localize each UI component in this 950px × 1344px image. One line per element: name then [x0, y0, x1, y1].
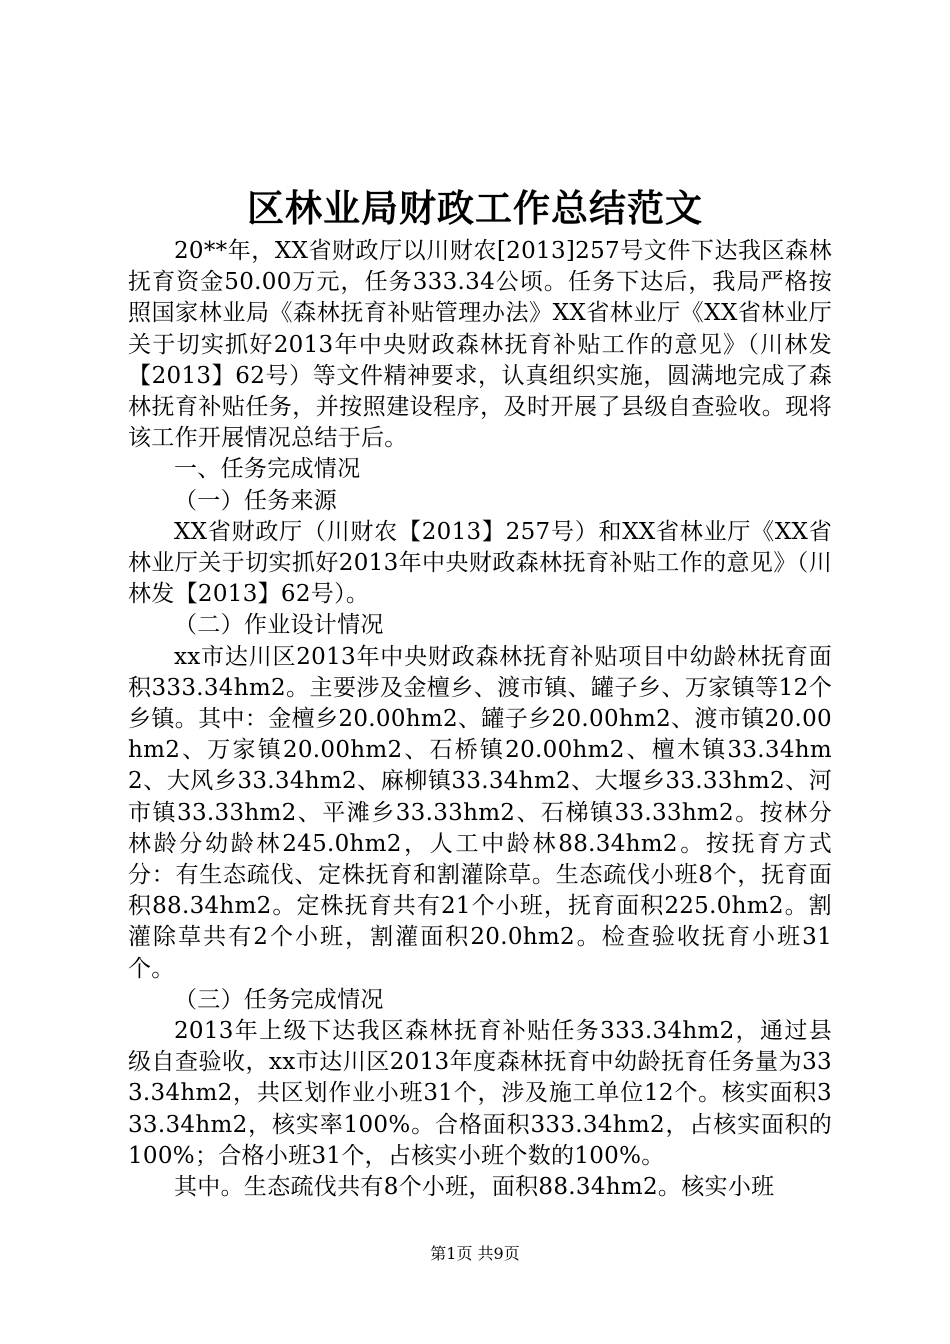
heading-subsection-1: （一）任务来源 [174, 487, 338, 514]
paragraph-completion: 2013年上级下达我区森林抚育补贴任务333.34hm2，通过县级自查验收，xx市达川区2013年度森林抚育中幼龄抚育任务量为333.34hm2，共区划作业小班31个，涉及施工单位12个。核实面积333.34hm2，核实率100%。合格面积333.34hm2，占核实面积的100%；合格小班31个，占核实小班个数的100%。 [128, 1018, 832, 1169]
heading-subsection-3: （三）任务完成情况 [174, 986, 384, 1013]
document-title: 区林业局财政工作总结范文 [247, 186, 703, 230]
paragraph-task-source: XX省财政厅（川财农【2013】257号）和XX省林业厅《XX省林业厅关于切实抓好2013年中央财政森林抚育补贴工作的意见》（川林发【2013】62号）。 [128, 518, 832, 608]
document-body [128, 236, 832, 1203]
heading-section-1: 一、任务完成情况 [174, 456, 361, 483]
page-footer: 第1页 共9页 [430, 1244, 520, 1263]
paragraph-intro: 20**年，XX省财政厅以川财农[2013]257号文件下达我区森林抚育资金50.00万元，任务333.34公顷。任务下达后，我局严格按照国家林业局《森林抚育补贴管理办法》XX省林业厅《XX省林业厅关于切实抓好2013年中央财政森林抚育补贴工作的意见》（川林发【2013】62号）等文件精神要求，认真组织实施，圆满地完成了森林抚育补贴任务，并按照建设程序，及时开展了县级自查验收。现将该工作开展情况总结于后。 [128, 238, 832, 452]
paragraph-ecological-thinning: 其中。生态疏伐共有8个小班，面积88.34hm2。核实小班 [174, 1174, 775, 1201]
heading-subsection-2: （二）作业设计情况 [174, 612, 384, 639]
paragraph-design: xx市达川区2013年中央财政森林抚育补贴项目中幼龄林抚育面积333.34hm2。主要涉及金檀乡、渡市镇、罐子乡、万家镇等12个乡镇。其中：金檀乡20.00hm2、罐子乡20.00hm2、渡市镇20.00hm2、万家镇20.00hm2、石桥镇20.00hm2、檀木镇33.34hm2、大风乡33.34hm2、麻柳镇33.34hm2、大堰乡33.33hm2、河市镇33.33hm2、平滩乡33.33hm2、石梯镇33.33hm2。按林分林龄分幼龄林245.0hm2，人工中龄林88.34hm2。按抚育方式分：有生态疏伐、定株抚育和割灌除草。生态疏伐小班8个，抚育面积88.34hm2。定株抚育共有21个小班，抚育面积225.0hm2。割灌除草共有2个小班，割灌面积20.0hm2。检查验收抚育小班31个。 [128, 643, 832, 982]
